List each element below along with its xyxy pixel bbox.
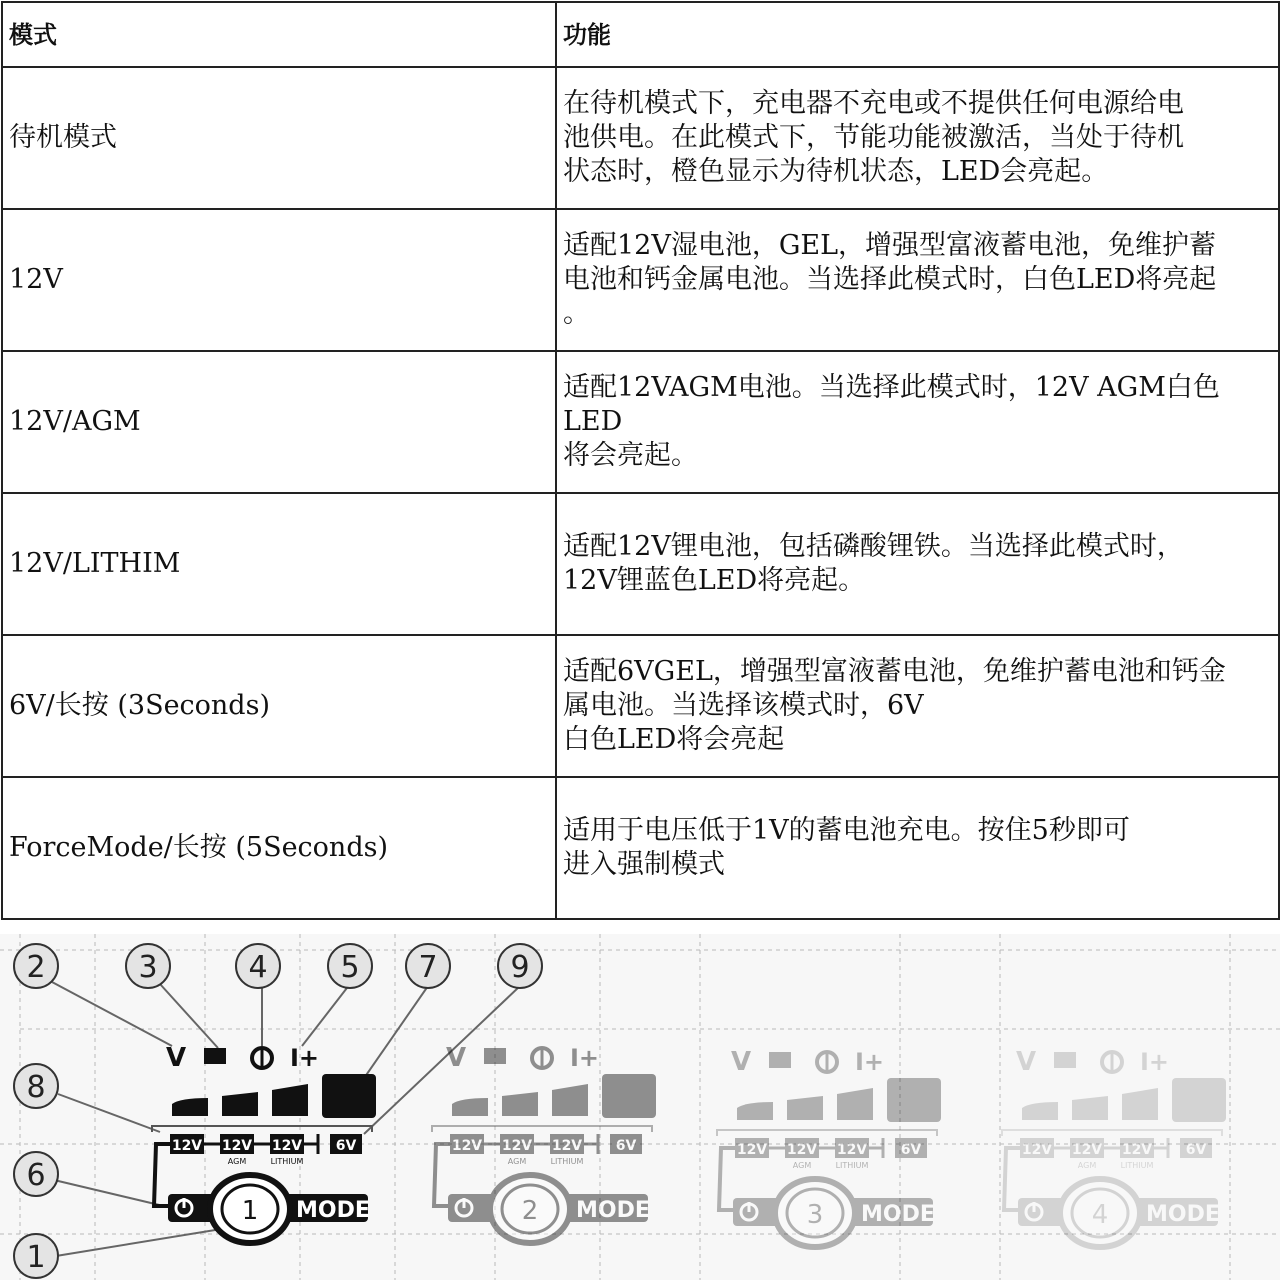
voltage-icon: V: [731, 1047, 752, 1077]
svg-text:8: 8: [26, 1070, 46, 1105]
mode-label: MODE: [1146, 1202, 1220, 1227]
level-bar-3: [552, 1084, 588, 1116]
svg-text:6: 6: [26, 1158, 46, 1193]
agm-label: AGM: [507, 1157, 527, 1166]
level-bar-full: [1172, 1078, 1226, 1122]
mode-indicator-12v: [835, 1138, 869, 1158]
mode-indicator-12v: [450, 1134, 484, 1154]
function-cell: 适用于电压低于1V的蓄电池充电。按住5秒即可 进入强制模式: [556, 777, 1279, 919]
mode-button-2[interactable]: [490, 1175, 570, 1243]
mode-cell: 12V: [2, 209, 556, 351]
mode-indicator-12v: [735, 1138, 769, 1158]
mode-indicator-12v: [220, 1134, 254, 1154]
mode-indicator-12v: [1020, 1138, 1054, 1158]
panels-group: [152, 1043, 1226, 1247]
svg-text:12V: 12V: [551, 1138, 583, 1154]
mode-indicator-12v: [170, 1134, 204, 1154]
svg-text:12V: 12V: [786, 1142, 818, 1158]
level-bar-1: [452, 1098, 488, 1116]
callout-2: [14, 944, 58, 988]
mode-label: MODE: [576, 1198, 650, 1223]
temperature-icon: I+: [855, 1048, 885, 1076]
level-bar-2: [502, 1092, 538, 1116]
table-row: [2, 777, 1279, 919]
temperature-icon: I+: [1140, 1048, 1170, 1076]
level-bar-full: [322, 1074, 376, 1118]
svg-text:1: 1: [241, 1196, 259, 1226]
mode-indicator-12v: [1120, 1138, 1154, 1158]
callout-9: [498, 944, 542, 988]
callout-5: [328, 944, 372, 988]
mode-button-4[interactable]: [1060, 1179, 1140, 1247]
svg-text:6V: 6V: [1185, 1142, 1207, 1158]
svg-text:12V: 12V: [1121, 1142, 1153, 1158]
level-bar-full: [887, 1078, 941, 1122]
lithium-label: LITHIUM: [1120, 1161, 1154, 1170]
battery-fault-icon: [1054, 1052, 1076, 1068]
mode-label: MODE: [861, 1202, 935, 1227]
panel-2: [432, 1043, 656, 1243]
table-row: [2, 351, 1279, 493]
table-row: [2, 209, 1279, 351]
agm-label: AGM: [792, 1161, 812, 1170]
mode-cell: ForceMode/长按 (5Seconds): [2, 777, 556, 919]
agm-label: AGM: [1077, 1161, 1097, 1170]
level-bar-2: [222, 1092, 258, 1116]
callout-1: [14, 1234, 58, 1278]
table-row: [2, 635, 1279, 777]
svg-text:3: 3: [806, 1200, 824, 1230]
level-bar-1: [1022, 1102, 1058, 1120]
svg-text:12V: 12V: [836, 1142, 868, 1158]
level-bar-3: [1122, 1088, 1158, 1120]
level-bar-2: [1072, 1096, 1108, 1120]
temperature-icon: I+: [290, 1044, 320, 1072]
mode-indicator-6v: [1180, 1138, 1212, 1158]
svg-text:9: 9: [510, 950, 530, 985]
level-bar-3: [272, 1084, 308, 1116]
svg-text:7: 7: [418, 950, 438, 985]
svg-text:12V: 12V: [1021, 1142, 1053, 1158]
battery-fault-icon: [484, 1048, 506, 1064]
level-bar-3: [837, 1088, 873, 1120]
svg-text:4: 4: [1091, 1200, 1109, 1230]
charging-icon: [817, 1052, 837, 1072]
mode-indicator-12v: [500, 1134, 534, 1154]
level-bar-full: [602, 1074, 656, 1118]
svg-text:12V: 12V: [221, 1138, 253, 1154]
charging-icon: [532, 1048, 552, 1068]
agm-label: AGM: [227, 1157, 247, 1166]
voltage-icon: V: [446, 1043, 467, 1073]
table-row: [2, 493, 1279, 635]
charging-icon: [252, 1048, 272, 1068]
mode-indicator-12v: [785, 1138, 819, 1158]
function-cell: 在待机模式下，充电器不充电或不提供任何电源给电 池供电。在此模式下，节能功能被激活，当处于待机 状态时，橙色显示为待机状态，LED会亮起。: [556, 67, 1279, 209]
svg-text:12V: 12V: [451, 1138, 483, 1154]
callout-4: [236, 944, 280, 988]
battery-fault-icon: [204, 1048, 226, 1064]
mode-indicator-6v: [610, 1134, 642, 1154]
svg-text:1: 1: [26, 1240, 46, 1275]
mode-cell: 待机模式: [2, 67, 556, 209]
svg-text:3: 3: [138, 950, 158, 985]
mode-function-table: [1, 1, 1280, 920]
mode-indicator-6v: [330, 1134, 362, 1154]
svg-text:4: 4: [248, 950, 268, 985]
temperature-icon: I+: [570, 1044, 600, 1072]
svg-text:5: 5: [340, 950, 360, 985]
mode-button-3[interactable]: [775, 1179, 855, 1247]
svg-text:2: 2: [521, 1196, 539, 1226]
svg-text:6V: 6V: [335, 1138, 357, 1154]
mode-cell: 12V/AGM: [2, 351, 556, 493]
mode-indicator-12v: [1070, 1138, 1104, 1158]
mode-label: MODE: [296, 1198, 370, 1223]
callout-6: [14, 1152, 58, 1196]
svg-text:12V: 12V: [171, 1138, 203, 1154]
header-mode: 模式: [2, 2, 556, 67]
level-bar-1: [172, 1098, 208, 1116]
svg-text:12V: 12V: [271, 1138, 303, 1154]
voltage-icon: V: [1016, 1047, 1037, 1077]
svg-text:6V: 6V: [615, 1138, 637, 1154]
function-cell: 适配12V湿电池，GEL，增强型富液蓄电池，免维护蓄 电池和钙金属电池。当选择此模式时，白色LED将亮起 。: [556, 209, 1279, 351]
mode-indicator-6v: [895, 1138, 927, 1158]
panel-4: [1002, 1047, 1226, 1247]
callout-7: [406, 944, 450, 988]
svg-text:2: 2: [26, 950, 46, 985]
charger-panel-diagram: [0, 934, 1280, 1280]
table-row: [2, 67, 1279, 209]
callout-3: [126, 944, 170, 988]
header-function: 功能: [556, 2, 1279, 67]
charging-icon: [1102, 1052, 1122, 1072]
level-bar-1: [737, 1102, 773, 1120]
voltage-icon: V: [166, 1043, 187, 1073]
panel-3: [717, 1047, 941, 1247]
lithium-label: LITHIUM: [270, 1157, 304, 1166]
svg-text:6V: 6V: [900, 1142, 922, 1158]
level-bar-2: [787, 1096, 823, 1120]
mode-button-1[interactable]: [210, 1175, 290, 1243]
svg-text:12V: 12V: [1071, 1142, 1103, 1158]
function-cell: 适配6VGEL，增强型富液蓄电池，免维护蓄电池和钙金 属电池。当选择该模式时，6V 白色LED将会亮起: [556, 635, 1279, 777]
lithium-label: LITHIUM: [550, 1157, 584, 1166]
table-header-row: [2, 2, 1279, 67]
mode-indicator-12v: [270, 1134, 304, 1154]
callout-8: [14, 1064, 58, 1108]
mode-indicator-12v: [550, 1134, 584, 1154]
mode-cell: 6V/长按 (3Seconds): [2, 635, 556, 777]
mode-cell: 12V/LITHIM: [2, 493, 556, 635]
battery-fault-icon: [769, 1052, 791, 1068]
svg-text:12V: 12V: [501, 1138, 533, 1154]
lithium-label: LITHIUM: [835, 1161, 869, 1170]
panel-1: [152, 1043, 376, 1243]
diagram-svg: [0, 934, 1280, 1280]
svg-text:12V: 12V: [736, 1142, 768, 1158]
function-cell: 适配12VAGM电池。当选择此模式时，12V AGM白色LED 将会亮起。: [556, 351, 1279, 493]
function-cell: 适配12V锂电池，包括磷酸锂铁。当选择此模式时， 12V锂蓝色LED将亮起。: [556, 493, 1279, 635]
